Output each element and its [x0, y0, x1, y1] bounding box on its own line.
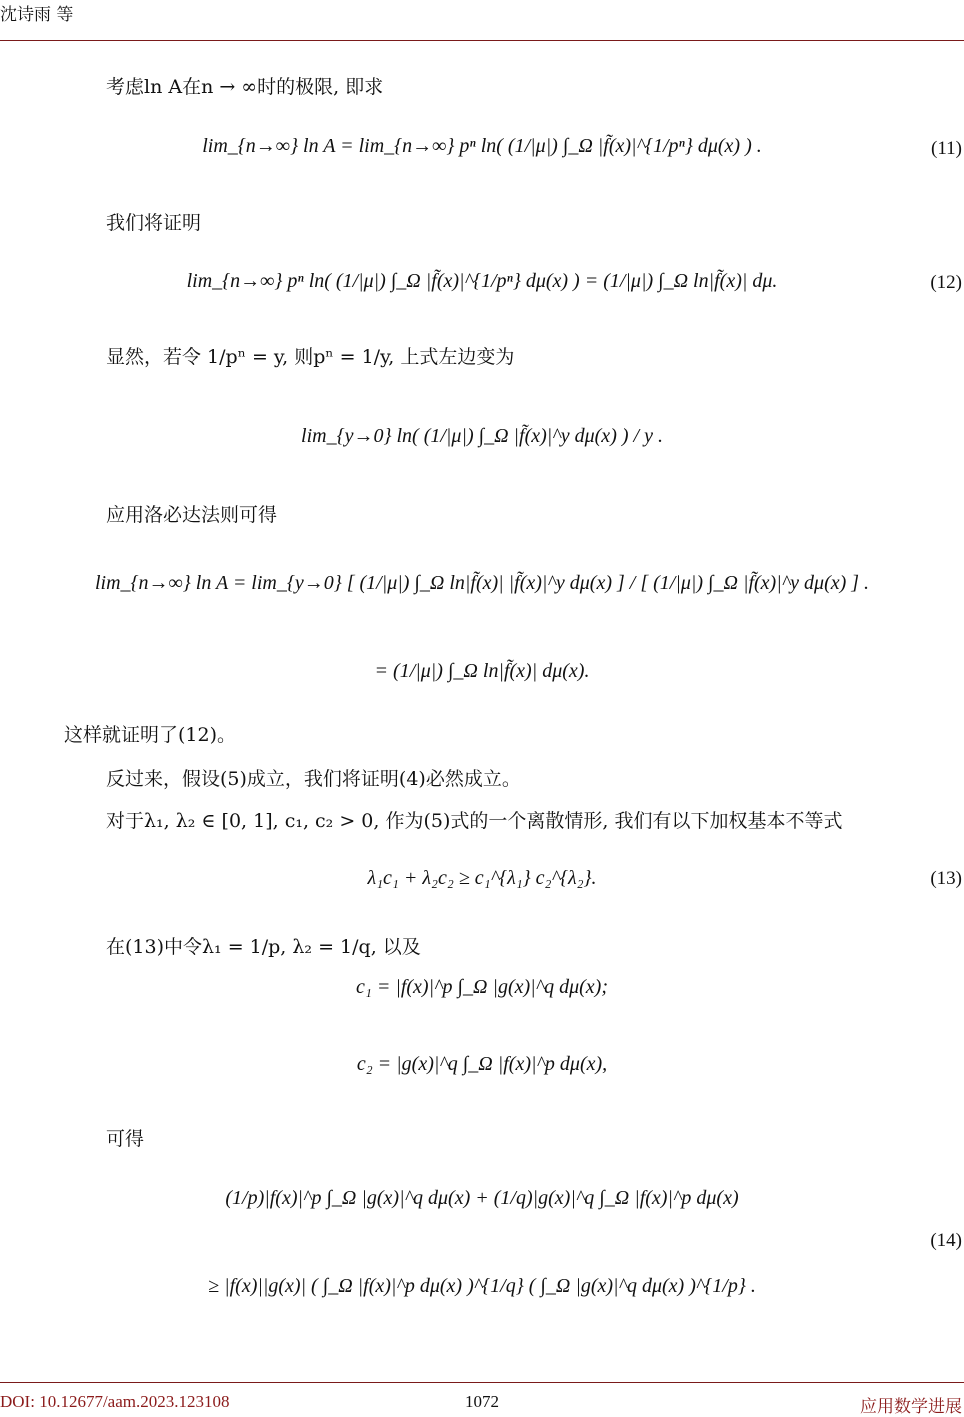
running-header-authors: 沈诗雨 等 [0, 5, 74, 25]
paragraph-9: 可得 [106, 1128, 145, 1150]
equation-number-13: (13) [930, 868, 962, 889]
paragraph-4: 应用洛必达法则可得 [106, 504, 278, 526]
paragraph-7: 对于λ₁, λ₂ ∈ [0, 1], c₁, c₂ > 0, 作为(5)式的一个离散情形, 我们有以下加权基本不等式 [106, 810, 843, 832]
equation-14-line-2: ≥ |f(x)||g(x)| ( ∫_Ω |f(x)|^p dμ(x) )^{1/q} ( ∫_Ω |g(x)|^q dμ(x) )^{1/p} . [208, 1275, 756, 1297]
equation-number-14: (14) [930, 1230, 962, 1251]
equation-number-12: (12) [930, 272, 962, 293]
paragraph-3: 显然，若令 1/pⁿ = y, 则pⁿ = 1/y, 上式左边变为 [106, 346, 515, 368]
footer-page-number: 1072 [465, 1392, 499, 1411]
paragraph-6: 反过来，假设(5)成立，我们将证明(4)必然成立。 [106, 768, 521, 790]
equation-12: lim_{n→∞} pⁿ ln( (1/|μ|) ∫_Ω |f̃(x)|^{1/pⁿ} dμ(x) ) = (1/|μ|) ∫_Ω ln|f̃(x)| dμ. [186, 270, 778, 292]
paragraph-2: 我们将证明 [106, 212, 202, 234]
paragraph-1: 考虑ln A在n → ∞时的极限, 即求 [106, 76, 384, 98]
footer-rule [0, 1382, 964, 1383]
equation-11: lim_{n→∞} ln A = lim_{n→∞} pⁿ ln( (1/|μ|) ∫_Ω |f̃(x)|^{1/pⁿ} dμ(x) ) . [202, 135, 762, 157]
header-rule [0, 40, 964, 41]
equation-number-11: (11) [931, 138, 962, 159]
paragraph-8: 在(13)中令λ₁ = 1/p, λ₂ = 1/q, 以及 [106, 936, 421, 958]
footer-doi: DOI: 10.12677/aam.2023.123108 [0, 1392, 230, 1411]
equation-c1: c₁ = |f(x)|^p ∫_Ω |g(x)|^q dμ(x); [356, 976, 608, 998]
equation-limit-y: lim_{y→0} ln( (1/|μ|) ∫_Ω |f̃(x)|^y dμ(x) ) / y . [301, 425, 663, 447]
equation-lhopital-1: lim_{n→∞} ln A = lim_{y→0} [ (1/|μ|) ∫_Ω ln|f̃(x)| |f̃(x)|^y dμ(x) ] / [ (1/|μ|) ∫_Ω |f̃(x)|^y dμ(x) ] . [94, 572, 870, 594]
equation-c2: c₂ = |g(x)|^q ∫_Ω |f(x)|^p dμ(x), [356, 1053, 608, 1075]
footer-journal-name: 应用数学进展 [860, 1397, 962, 1416]
equation-14-line-1: (1/p)|f(x)|^p ∫_Ω |g(x)|^q dμ(x) + (1/q)|g(x)|^q ∫_Ω |f(x)|^p dμ(x) [225, 1187, 739, 1209]
equation-lhopital-2: = (1/|μ|) ∫_Ω ln|f̃(x)| dμ(x). [374, 660, 590, 682]
paragraph-5: 这样就证明了(12)。 [64, 724, 237, 746]
equation-13: λ₁c₁ + λ₂c₂ ≥ c₁^{λ₁} c₂^{λ₂}. [367, 867, 597, 889]
